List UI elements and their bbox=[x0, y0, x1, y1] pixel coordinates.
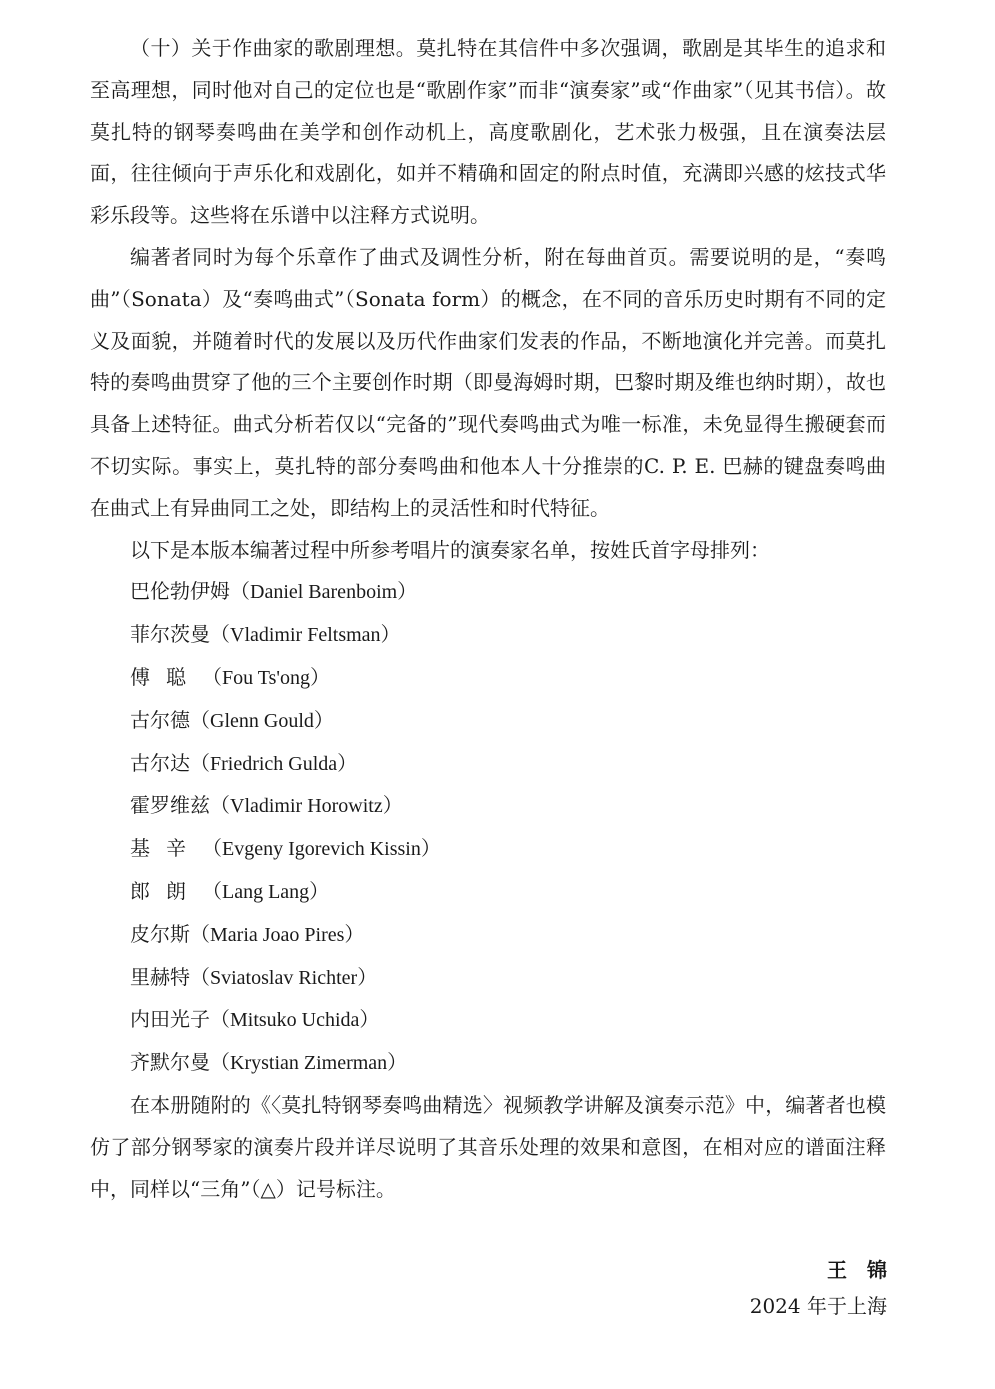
performer-item bbox=[90, 828, 886, 871]
performer-english-name: （Lang Lang） bbox=[202, 880, 330, 903]
performer-list bbox=[90, 571, 886, 1085]
performer-chinese-name: 傅聪 bbox=[130, 664, 202, 689]
performer-english-name: （Sviatoslav Richter） bbox=[190, 966, 378, 989]
performer-chinese-name: 皮尔斯 bbox=[130, 921, 190, 946]
author-name: 王锦 bbox=[827, 1258, 907, 1282]
performer-english-name: （Krystian Zimerman） bbox=[210, 1052, 408, 1075]
performer-chinese-name: 巴伦勃伊姆 bbox=[130, 579, 230, 604]
performer-chinese-name: 古尔德 bbox=[130, 707, 190, 732]
performer-item bbox=[90, 957, 886, 1000]
performer-chinese-name: 菲尔茨曼 bbox=[130, 622, 210, 647]
performer-english-name: （Fou Ts'ong） bbox=[202, 666, 330, 689]
performer-english-name: （Daniel Barenboim） bbox=[230, 581, 418, 604]
performer-chinese-name: 基辛 bbox=[130, 836, 202, 861]
performer-chinese-name: 齐默尔曼 bbox=[130, 1050, 210, 1075]
performer-chinese-name: 霍罗维兹 bbox=[130, 793, 210, 818]
signature-date: 2024 年于上海 bbox=[749, 1294, 887, 1318]
performer-english-name: （Vladimir Horowitz） bbox=[210, 795, 403, 818]
performer-item bbox=[90, 999, 886, 1042]
performer-chinese-name: 古尔达 bbox=[130, 750, 190, 775]
performer-item bbox=[90, 700, 886, 743]
performer-item bbox=[90, 614, 886, 657]
paragraph-opera-ideal: （十）关于作曲家的歌剧理想。莫扎特在其信件中多次强调，歌剧是其毕生的追求和至高理想，同时他对自己的定位也是“歌剧作家”而非“演奏家”或“作曲家”（见其书信）。故莫扎特的钢琴奏鸣曲在美学和创作动机上，高度歌剧化，艺术张力极强，且在演奏法层面，往往倾向于声乐化和戏剧化，如并不精确和固定的附点时值，充满即兴感的炫技式华彩乐段等。这些将在乐谱中以注释方式说明。 bbox=[90, 36, 886, 228]
performer-english-name: （Vladimir Feltsman） bbox=[210, 624, 401, 647]
performer-item bbox=[90, 1042, 886, 1085]
performer-chinese-name: 内田光子 bbox=[130, 1007, 210, 1032]
performer-chinese-name: 郎朗 bbox=[130, 878, 202, 903]
performer-item bbox=[90, 657, 886, 700]
performer-item bbox=[90, 571, 886, 614]
performer-english-name: （Evgeny Igorevich Kissin） bbox=[202, 838, 441, 861]
paragraph-performer-intro: 以下是本版本编著过程中所参考唱片的演奏家名单，按姓氏首字母排列： bbox=[130, 537, 770, 562]
signature-block bbox=[749, 1252, 907, 1324]
document-body bbox=[90, 28, 886, 1210]
performer-item bbox=[90, 785, 886, 828]
performer-chinese-name: 里赫特 bbox=[130, 964, 190, 989]
performer-item bbox=[90, 743, 886, 786]
performer-item bbox=[90, 914, 886, 957]
paragraph-video-note: 在本册随附的《〈莫扎特钢琴奏鸣曲精选〉视频教学讲解及演奏示范》中，编著者也模仿了部分钢琴家的演奏片段并详尽说明了其音乐处理的效果和意图，在相对应的谱面注释中，同样以“三角”（△）记号标注。 bbox=[90, 1092, 886, 1201]
performer-english-name: （Maria Joao Pires） bbox=[190, 923, 365, 946]
performer-english-name: （Glenn Gould） bbox=[190, 709, 334, 732]
performer-english-name: （Mitsuko Uchida） bbox=[210, 1009, 380, 1032]
paragraph-form-analysis: 编著者同时为每个乐章作了曲式及调性分析，附在每曲首页。需要说明的是，“奏鸣曲”（Sonata）及“奏鸣曲式”（Sonata form）的概念，在不同的音乐历史时期有不同的定义及面貌，并随着时代的发展以及历代作曲家们发表的作品，不断地演化并完善。而莫扎特的奏鸣曲贯穿了他的三个主要创作时期（即曼海姆时期，巴黎时期及维也纳时期），故也具备上述特征。曲式分析若仅以“完备的”现代奏鸣曲式为唯一标准，未免显得生搬硬套而不切实际。事实上，莫扎特的部分奏鸣曲和他本人十分推崇的C. P. E. 巴赫的键盘奏鸣曲在曲式上有异曲同工之处，即结构上的灵活性和时代特征。 bbox=[90, 244, 886, 520]
performer-item bbox=[90, 871, 886, 914]
performer-english-name: （Friedrich Gulda） bbox=[190, 752, 358, 775]
